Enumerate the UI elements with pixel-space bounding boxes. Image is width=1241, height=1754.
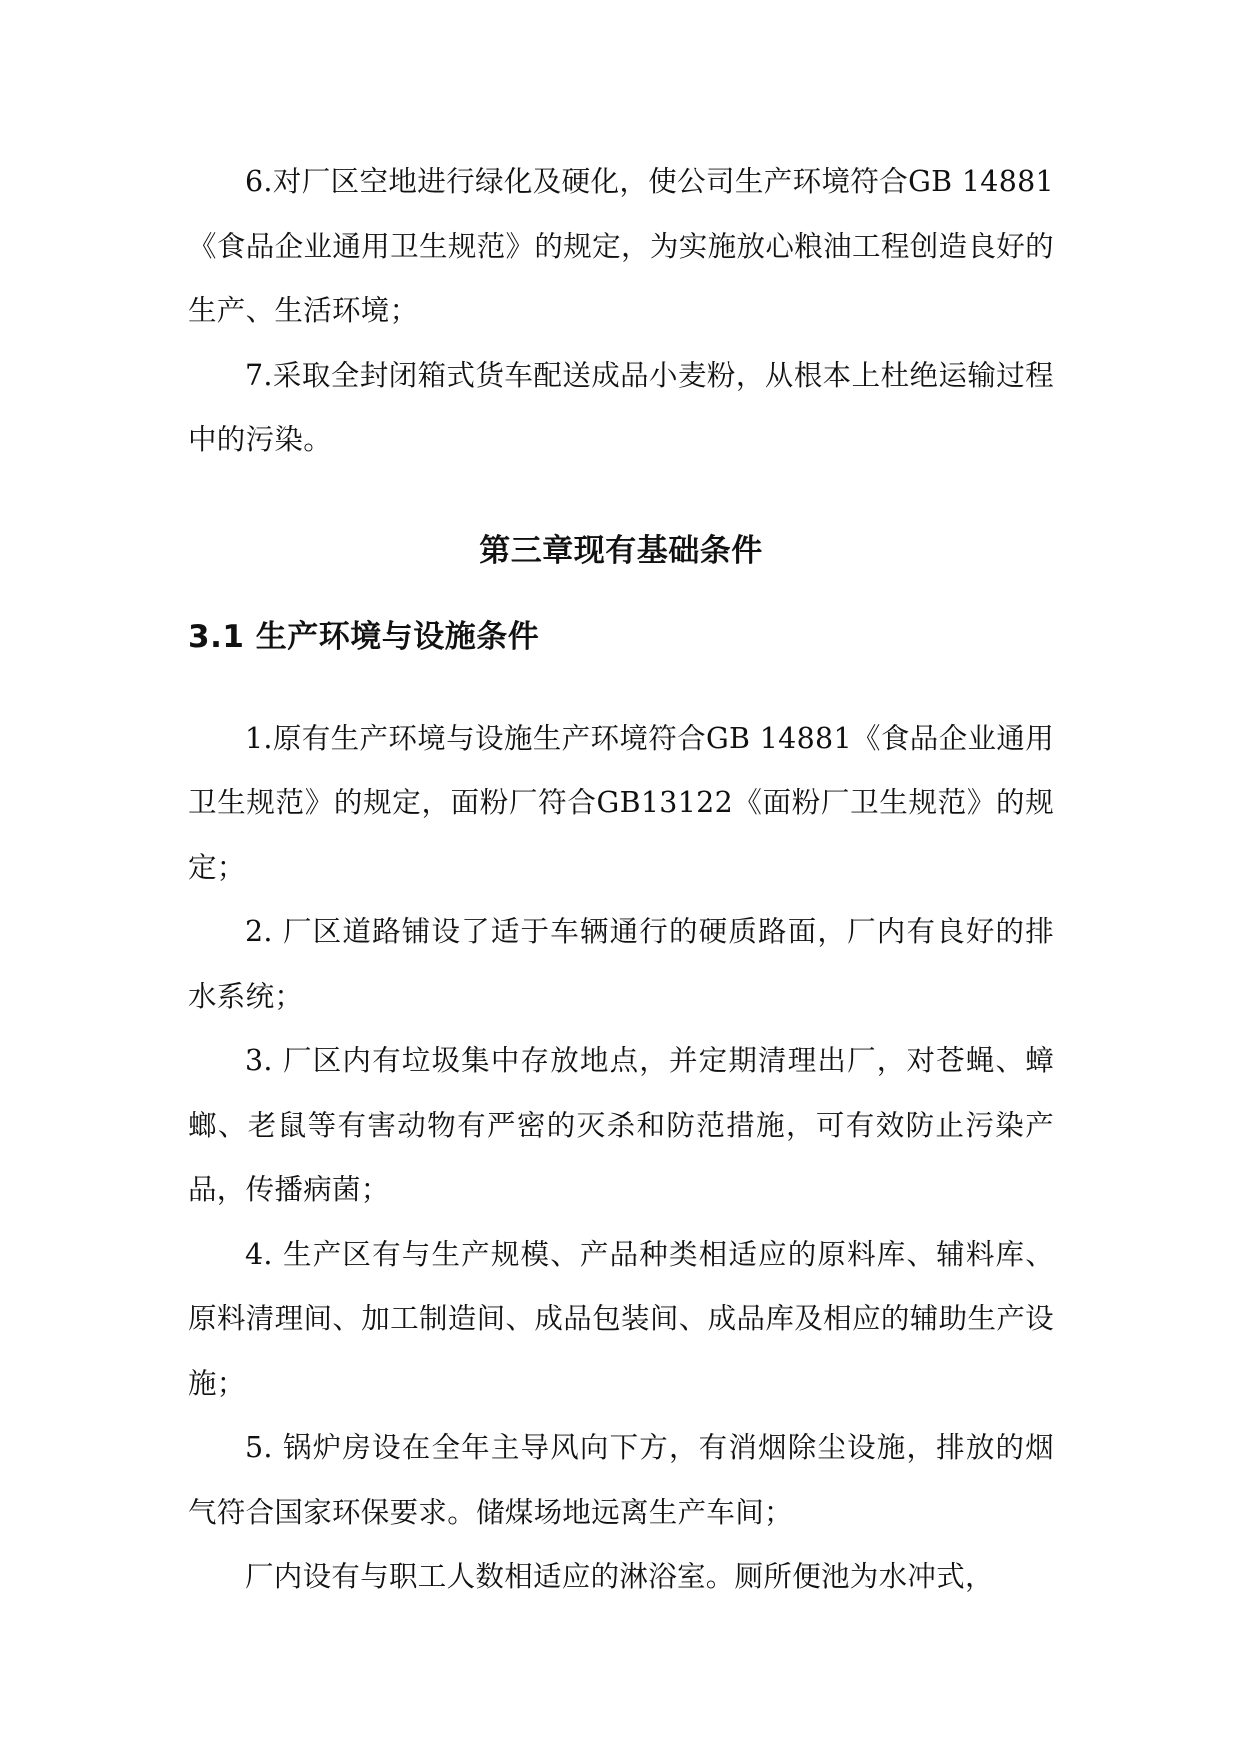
paragraph-item-3: 3. 厂区内有垃圾集中存放地点，并定期清理出厂，对苍蝇、蟑螂、老鼠等有害动物有严密的灭杀和防范措施，可有效防止污染产品，传播病菌； xyxy=(188,1044,1054,1206)
chapter-title: 第三章现有基础条件 xyxy=(479,532,763,569)
paragraph-continuation: 厂内设有与职工人数相适应的淋浴室。厕所便池为水冲式， xyxy=(245,1560,994,1593)
paragraph-item-6: 6.对厂区空地进行绿化及硬化，使公司生产环境符合GB 14881《食品企业通用卫生规范》的规定，为实施放心粮油工程创造良好的生产、生活环境； xyxy=(188,165,1054,327)
paragraph-item-1: 1.原有生产环境与设施生产环境符合GB 14881《食品企业通用卫生规范》的规定，面粉厂符合GB13122《面粉厂卫生规范》的规定； xyxy=(188,721,1054,884)
paragraph-item-4: 4. 生产区有与生产规模、产品种类相适应的原料库、辅料库、原料清理间、加工制造间、成品包装间、成品库及相应的辅助生产设施； xyxy=(188,1237,1054,1400)
section-title: 3.1 生产环境与设施条件 xyxy=(188,618,540,655)
paragraph-item-5: 5. 锅炉房设在全年主导风向下方，有消烟除尘设施，排放的烟气符合国家环保要求。储煤场地远离生产车间； xyxy=(188,1431,1054,1529)
document-body xyxy=(188,150,1054,1610)
section-body xyxy=(188,707,1054,1610)
paragraph-item-7: 7.采取全封闭箱式货车配送成品小麦粉，从根本上杜绝运输过程中的污染。 xyxy=(188,358,1054,456)
paragraph-item-2: 2. 厂区道路铺设了适于车辆通行的硬质路面，厂内有良好的排水系统； xyxy=(188,915,1054,1013)
